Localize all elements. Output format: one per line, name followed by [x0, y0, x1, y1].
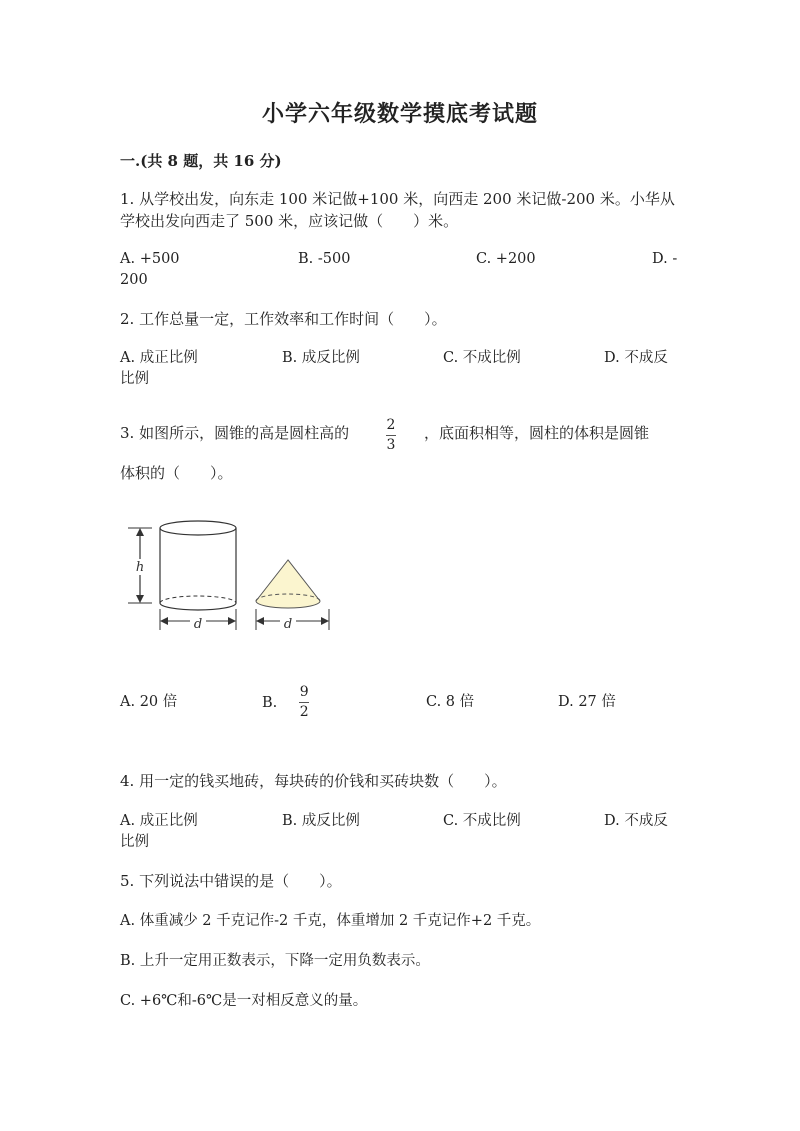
question-3-fraction: [386, 418, 396, 453]
question-3-option-b[interactable]: [262, 685, 309, 720]
fraction-denominator: 3: [386, 437, 396, 453]
fraction-denominator: 2: [299, 704, 309, 720]
fraction-bar: [386, 435, 396, 436]
fraction-bar: [299, 702, 309, 703]
option-b-label: B.: [262, 694, 278, 711]
question-1-option-d-wrap: 200: [120, 272, 148, 288]
question-1-option-d[interactable]: D. -: [652, 251, 678, 267]
question-3-text-part-2: ，底面积相等，圆柱的体积是圆锥: [424, 424, 650, 442]
question-5-option-c[interactable]: C. +6℃和-6℃是一对相反意义的量。: [120, 993, 368, 1009]
question-2-option-a[interactable]: A. 成正比例: [120, 350, 198, 366]
page-title: 小学六年级数学摸底考试题: [261, 101, 538, 127]
fraction-numerator: 2: [386, 417, 396, 433]
cone-diameter-label: d: [283, 617, 293, 632]
question-4-option-d[interactable]: D. 不成反: [604, 813, 668, 829]
question-1-line-1: 1. 从学校出发，向东走 100 米记做+100 米，向西走 200 米记做-200 米。小华从: [120, 190, 675, 208]
question-2-option-d-wrap: 比例: [120, 371, 149, 387]
question-5-text: 5. 下列说法中错误的是（ ）。: [120, 872, 342, 890]
section-heading: 一.(共 8 题，共 16 分): [120, 152, 282, 170]
question-2-text: 2. 工作总量一定，工作效率和工作时间（ ）。: [120, 310, 447, 328]
option-b-fraction: [299, 685, 309, 720]
question-3-text-part-1: 3. 如图所示，圆锥的高是圆柱高的: [120, 424, 350, 442]
question-5-option-b[interactable]: B. 上升一定用正数表示，下降一定用负数表示。: [120, 953, 430, 969]
cylinder-cone-figure: [120, 515, 345, 640]
question-4-option-b[interactable]: B. 成反比例: [282, 813, 360, 829]
question-4-option-c[interactable]: C. 不成比例: [443, 813, 521, 829]
question-1-line-2: 学校出发向西走了 500 米，应该记做（ ）米。: [120, 212, 459, 230]
fraction-numerator: 9: [299, 684, 309, 700]
question-5-option-a[interactable]: A. 体重减少 2 千克记作-2 千克，体重增加 2 千克记作+2 千克。: [120, 913, 541, 929]
cone: [256, 560, 320, 608]
question-3-option-a[interactable]: A. 20 倍: [120, 694, 178, 710]
question-2-option-d[interactable]: D. 不成反: [604, 350, 668, 366]
question-4-option-a[interactable]: A. 成正比例: [120, 813, 198, 829]
question-2-option-c[interactable]: C. 不成比例: [443, 350, 521, 366]
height-label: h: [135, 560, 145, 575]
question-3-line-2: 体积的（ ）。: [120, 464, 233, 482]
question-4-text: 4. 用一定的钱买地砖，每块砖的价钱和买砖块数（ ）。: [120, 772, 507, 790]
question-3-option-c[interactable]: C. 8 倍: [426, 694, 475, 710]
question-4-option-d-wrap: 比例: [120, 834, 149, 850]
cone-diameter-dimension: [256, 609, 329, 630]
question-1-option-b[interactable]: B. -500: [298, 251, 351, 267]
question-2-option-b[interactable]: B. 成反比例: [282, 350, 360, 366]
question-1-option-a[interactable]: A. +500: [120, 251, 180, 267]
cylinder-diameter-label: d: [193, 617, 203, 632]
cylinder: [160, 521, 236, 610]
question-1-option-c[interactable]: C. +200: [476, 251, 536, 267]
question-3-option-d[interactable]: D. 27 倍: [558, 694, 616, 710]
